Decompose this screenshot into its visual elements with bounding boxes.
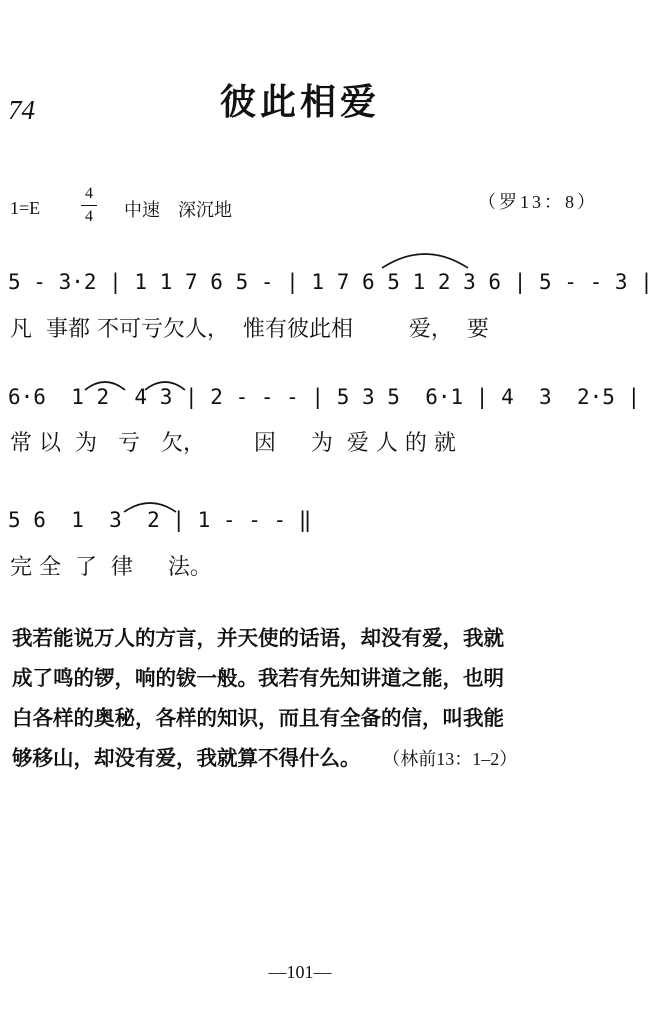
score-notes-line-3: 5 6 1 3 2 | 1 - - - ‖	[8, 508, 312, 532]
time-signature-top: 4	[85, 185, 93, 202]
scripture-line: 成了鸣的锣，响的钹一般。我若有先知讲道之能，也明	[12, 666, 504, 690]
scripture-line: 我若能说万人的方言，并天使的话语，却没有爱，我就	[12, 626, 504, 650]
hymn-number: 74	[8, 95, 35, 125]
scripture-citation: （林前13：1–2）	[391, 749, 518, 769]
time-signature-divider	[81, 205, 97, 206]
scripture-reference: （罗13：8）	[478, 192, 598, 212]
hymn-title: 彼此相爱	[219, 81, 380, 123]
slur-line1	[382, 254, 468, 268]
page-number: —101—	[268, 962, 332, 982]
time-signature-bottom: 4	[85, 208, 93, 225]
scripture-line-text: 够移山，却没有爱，我就算不得什么。	[12, 746, 351, 770]
key-signature: 1=E	[10, 198, 41, 218]
scripture-line	[12, 738, 612, 779]
tempo-marking: 中速 深沉地	[124, 200, 232, 221]
scripture-passage	[12, 618, 612, 779]
score-lyrics-line-1: 凡 事都 不可亏欠人， 惟有彼此相 爱， 要	[10, 317, 489, 342]
scripture-line: 白各样的奥秘，各样的知识，而且有全备的信，叫我能	[12, 706, 504, 730]
score-lyrics-line-3: 完 全 了 律 法。	[10, 555, 212, 580]
time-signature	[78, 184, 100, 227]
score-notes-line-1: 5 - 3·2 | 1 1 7 6 5 - | 1 7 6 5 1 2 3 6 | 5 - - 3 |	[8, 270, 653, 294]
score-lyrics-line-2: 常 以 为 亏 欠， 因 为 爱 人 的 就	[10, 431, 456, 456]
score-notes-line-2: 6·6 1 2 4 3 | 2 - - - | 5 3 5 6·1 | 4 3 2·5 |	[8, 385, 641, 409]
